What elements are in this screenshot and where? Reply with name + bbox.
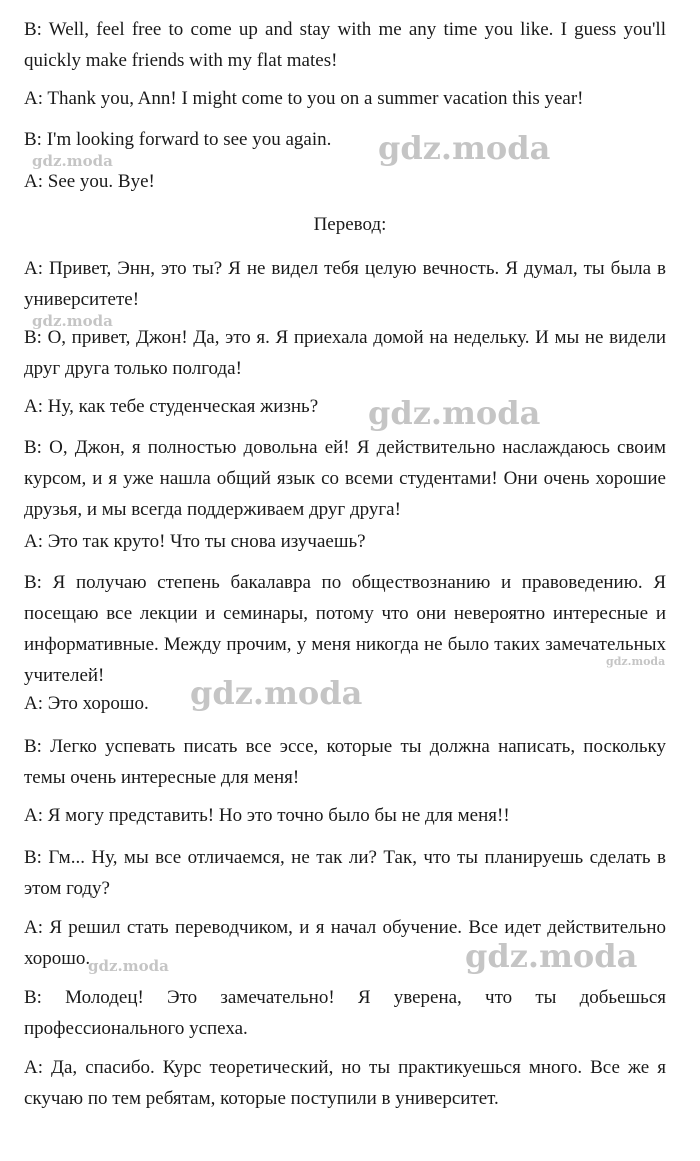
translation-line-10: B: Гм... Ну, мы все отличаемся, не так ли? Так, что ты планируешь сделать в этом году? — [24, 847, 666, 899]
translation-line-1: A: Привет, Энн, это ты? Я не видел тебя целую вечность. Я думал, ты была в университете! — [24, 258, 666, 310]
translation-line-4: B: О, Джон, я полностью довольна ей! Я действительно наслаждаюсь своим курсом, и я уже нашла общий язык со всеми студентами! Они очень хорошие друзья, и мы всегда поддерживаем друг друга! — [24, 437, 666, 520]
translation-line-13: A: Да, спасибо. Курс теоретический, но ты практикуешься много. Все же я скучаю по тем ребятам, которые поступили в университет. — [24, 1057, 666, 1109]
translation-line-2: B: О, привет, Джон! Да, это я. Я приехала домой на недельку. И мы не видели друг друга только полгода! — [24, 327, 666, 379]
translation-line-6: B: Я получаю степень бакалавра по обществознанию и правоведению. Я посещаю все лекции и семинары, потому что они невероятно интересные и информативные. Между прочим, у меня никогда не было таких замечательных учителей! — [24, 572, 666, 686]
translation-line-7: A: Это хорошо. — [24, 693, 149, 714]
dialogue-line-1: B: Well, feel free to come up and stay with me any time you like. I guess you'll quickly make friends with my flat mates! — [24, 19, 666, 71]
dialogue-line-2: A: Thank you, Ann! I might come to you on a summer vacation this year! — [24, 88, 584, 109]
dialogue-line-4: A: See you. Bye! — [24, 171, 155, 192]
translation-line-9: A: Я могу представить! Но это точно было бы не для меня!! — [24, 805, 510, 826]
translation-line-12: B: Молодец! Это замечательно! Я уверена, что ты добьешься профессионального успеха. — [24, 987, 666, 1039]
watermark-logo: gdz.moda — [32, 312, 113, 330]
watermark-logo: gdz.moda — [32, 152, 113, 170]
watermark-logo: gdz.moda — [606, 655, 666, 668]
translation-line-3: A: Ну, как тебе студенческая жизнь? — [24, 396, 319, 417]
translation-line-5: A: Это так круто! Что ты снова изучаешь? — [24, 531, 366, 552]
translation-line-11: A: Я решил стать переводчиком, и я начал обучение. Все идет действительно хорошо. — [24, 917, 666, 969]
watermark-logo: gdz.moda — [190, 674, 363, 712]
translation-heading: Перевод: — [313, 214, 387, 235]
watermark-logo: gdz.moda — [368, 394, 541, 432]
watermark-logo: gdz.moda — [465, 937, 638, 975]
dialogue-line-3: B: I'm looking forward to see you again. — [24, 129, 332, 150]
translation-line-8: B: Легко успевать писать все эссе, которые ты должна написать, поскольку темы очень интересные для меня! — [24, 736, 666, 788]
watermark-logo: gdz.moda — [88, 957, 169, 975]
watermark-logo: gdz.moda — [378, 129, 551, 167]
